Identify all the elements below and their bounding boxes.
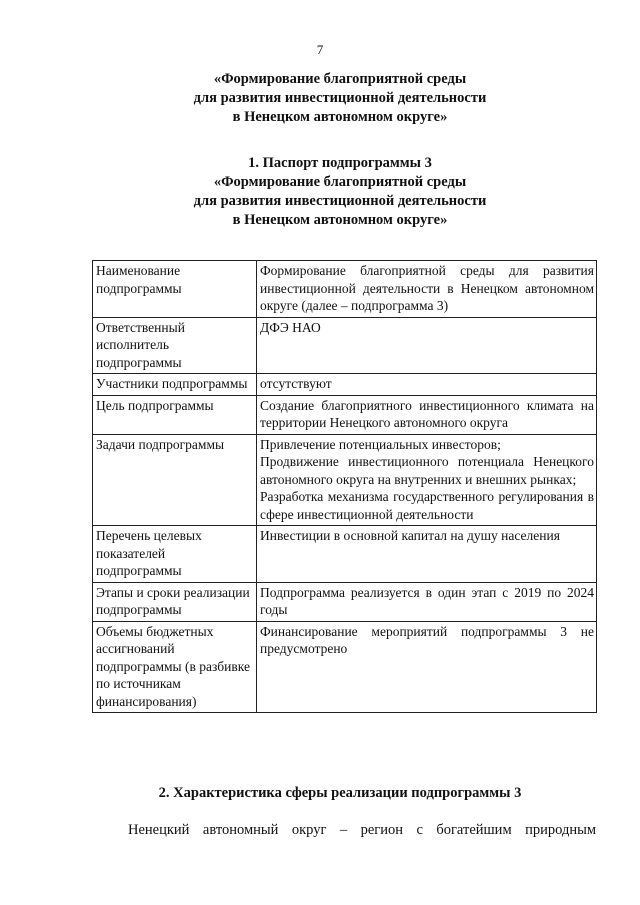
section-1-title-line: «Формирование благоприятной среды bbox=[213, 174, 467, 190]
row-value-text: Привлечение потенциальных инвесторов; bbox=[260, 436, 501, 452]
row-value bbox=[257, 434, 597, 526]
row-value bbox=[257, 395, 597, 434]
row-label: Этапы и сроки реализации подпрограммы bbox=[93, 582, 257, 621]
section-1-title-line: в Ненецком автономном округе» bbox=[232, 212, 448, 228]
page-number: 7 bbox=[316, 42, 324, 57]
row-value-text: Подпрограмма реализуется в один этап с 2019 по 2024 годы bbox=[260, 584, 594, 617]
row-value bbox=[257, 261, 597, 318]
body-paragraph: Ненецкий автономный округ – регион с богатейшим природным bbox=[128, 822, 596, 838]
row-label: Ответственный исполнитель подпрограммы bbox=[93, 317, 257, 374]
row-value-text: Разработка механизма государственного регулирования в сфере инвестиционной деятельности bbox=[260, 489, 594, 522]
document-title-line: в Ненецком автономном округе» bbox=[232, 109, 448, 125]
row-value bbox=[257, 374, 597, 396]
row-label: Участники подпрограммы bbox=[93, 374, 257, 396]
table-row bbox=[93, 621, 597, 713]
table-row bbox=[93, 317, 597, 374]
row-label: Наименование подпрограммы bbox=[93, 261, 257, 318]
row-label: Перечень целевых показателей подпрограммы bbox=[93, 526, 257, 583]
document-title bbox=[60, 70, 620, 127]
row-value-text: Создание благоприятного инвестиционного климата на территории Ненецкого автономного округа bbox=[260, 397, 594, 430]
table-row bbox=[93, 434, 597, 526]
section-1-title-line: 1. Паспорт подпрограммы 3 bbox=[248, 155, 432, 171]
row-label: Цель подпрограммы bbox=[93, 395, 257, 434]
row-value bbox=[257, 317, 597, 374]
row-value-text: отсутствуют bbox=[260, 376, 332, 391]
row-value bbox=[257, 621, 597, 713]
section-1-title-line: для развития инвестиционной деятельности bbox=[193, 193, 487, 209]
section-1-title bbox=[60, 154, 620, 230]
row-value bbox=[257, 526, 597, 583]
row-value bbox=[257, 582, 597, 621]
row-value-text: Продвижение инвестиционного потенциала Ненецкого автономного округа на внутренних и внешних рынках; bbox=[260, 454, 594, 487]
row-label: Задачи подпрограммы bbox=[93, 434, 257, 526]
document-title-line: «Формирование благоприятной среды bbox=[213, 71, 467, 87]
table-row bbox=[93, 374, 597, 396]
subprogram-passport-table bbox=[92, 260, 597, 713]
row-value-text: Инвестиции в основной капитал на душу населения bbox=[260, 528, 560, 543]
table-row bbox=[93, 395, 597, 434]
document-title-line: для развития инвестиционной деятельности bbox=[193, 90, 487, 106]
row-value-text: ДФЭ НАО bbox=[260, 319, 321, 335]
table-row bbox=[93, 526, 597, 583]
table-row bbox=[93, 582, 597, 621]
section-2-title: 2. Характеристика сферы реализации подпрограммы 3 bbox=[158, 785, 522, 801]
row-value-text: Формирование благоприятной среды для развития инвестиционной деятельности в Ненецком автономном округе (далее – подпрограмма 3) bbox=[260, 263, 594, 313]
table-row bbox=[93, 261, 597, 318]
row-value-text: Финансирование мероприятий подпрограммы 3 не предусмотрено bbox=[260, 623, 594, 656]
row-label: Объемы бюджетных ассигнований подпрограммы (в разбивке по источникам финансирования) bbox=[93, 621, 257, 713]
